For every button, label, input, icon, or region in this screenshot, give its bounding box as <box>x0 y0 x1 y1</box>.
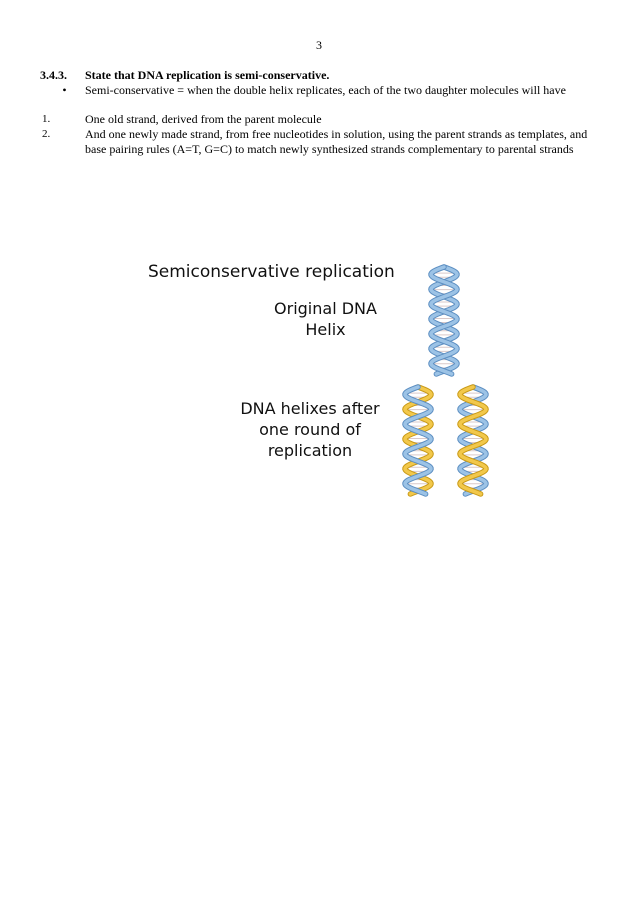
list-item-number: 1. <box>42 113 51 125</box>
page-number: 3 <box>316 38 322 52</box>
heading-text: State that DNA replication is semi-conservative. <box>85 68 330 82</box>
daughter-dna-helix-1-icon <box>398 383 438 498</box>
label-after-replication: DNA helixes after one round of replication <box>240 399 380 460</box>
numbered-list <box>40 112 600 157</box>
list-item <box>40 112 600 127</box>
label-original-dna: Original DNA Helix <box>274 299 377 339</box>
bullet-text: Semi-conservative = when the double helix replicates, each of the two daughter molecules will have <box>85 83 566 97</box>
bullet-item <box>40 83 600 98</box>
replication-figure <box>140 255 500 505</box>
section-3-4-3 <box>40 68 600 157</box>
original-dna-helix-icon <box>424 263 464 378</box>
heading-number: 3.4.3. <box>40 68 67 82</box>
list-item-text: And one newly made strand, from free nucleotides in solution, using the parent strands as templates, and base pairing rules (A=T, G=C) to match newly synthesized strands complementary to parental strands <box>85 127 588 156</box>
list-item-number: 2. <box>42 128 51 140</box>
daughter-dna-helix-2-icon <box>453 383 493 498</box>
figure-title: Semiconservative replication <box>148 262 395 282</box>
bullet-icon: • <box>62 83 67 97</box>
list-item <box>40 127 600 157</box>
section-heading <box>40 68 600 83</box>
list-item-text: One old strand, derived from the parent molecule <box>85 112 322 126</box>
